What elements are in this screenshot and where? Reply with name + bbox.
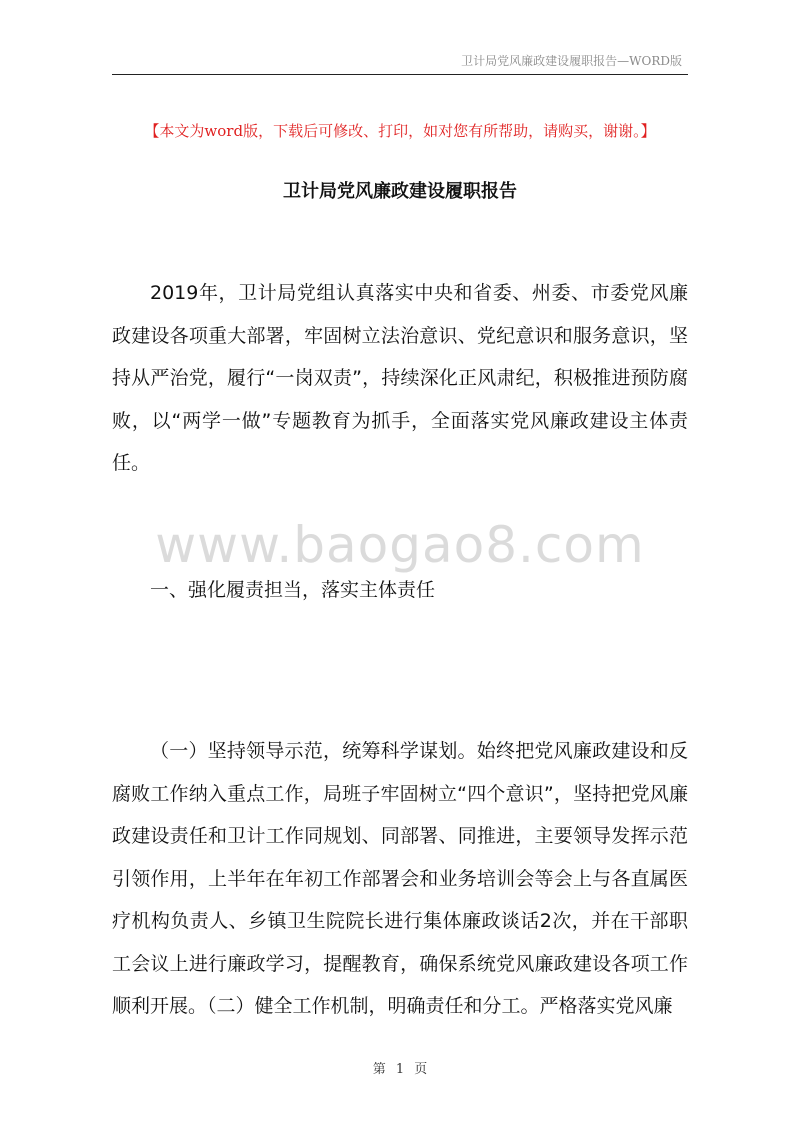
header-divider <box>112 74 688 75</box>
section-body-paragraph: （一）坚持领导示范，统筹科学谋划。始终把党风廉政建设和反腐败工作纳入重点工作，局班子牢固树立“四个意识”，坚持把党风廉政建设责任和卫计工作同规划、同部署、同推进，主要领导发挥示范引领作用，上半年在年初工作部署会和业务培训会等会上与各直属医疗机构负责人、乡镇卫生院院长进行集体廉政谈话2次，并在干部职工会议上进行廉政学习，提醒教育，确保系统党风廉政建设各项工作顺利开展。（二）健全工作机制，明确责任和分工。严格落实党风廉 <box>112 740 688 1017</box>
page-footer <box>0 1058 800 1077</box>
intro-paragraph: 2019年，卫计局党组认真落实中央和省委、州委、市委党风廉政建设各项重大部署，牢固树立法治意识、党纪意识和服务意识，坚持从严治党，履行“一岗双责”，持续深化正风肃纪，积极推进预防腐败，以“两学一做”专题教育为抓手，全面落实党风廉政建设主体责任。 <box>112 282 688 474</box>
download-notice: 【本文为word版，下载后可修改、打印，如对您有所帮助，请购买，谢谢。】 <box>144 122 656 140</box>
page-prefix: 第 <box>372 1062 386 1077</box>
running-header: 卫计局党风廉政建设履职报告—WORD版 <box>461 54 682 68</box>
watermark: www.baogao8.com <box>155 516 645 574</box>
page-suffix: 页 <box>414 1062 428 1077</box>
document-title: 卫计局党风廉政建设履职报告 <box>283 181 517 202</box>
page-number: 1 <box>395 1062 405 1077</box>
section-heading: 一、强化履责担当，落实主体责任 <box>150 579 436 601</box>
